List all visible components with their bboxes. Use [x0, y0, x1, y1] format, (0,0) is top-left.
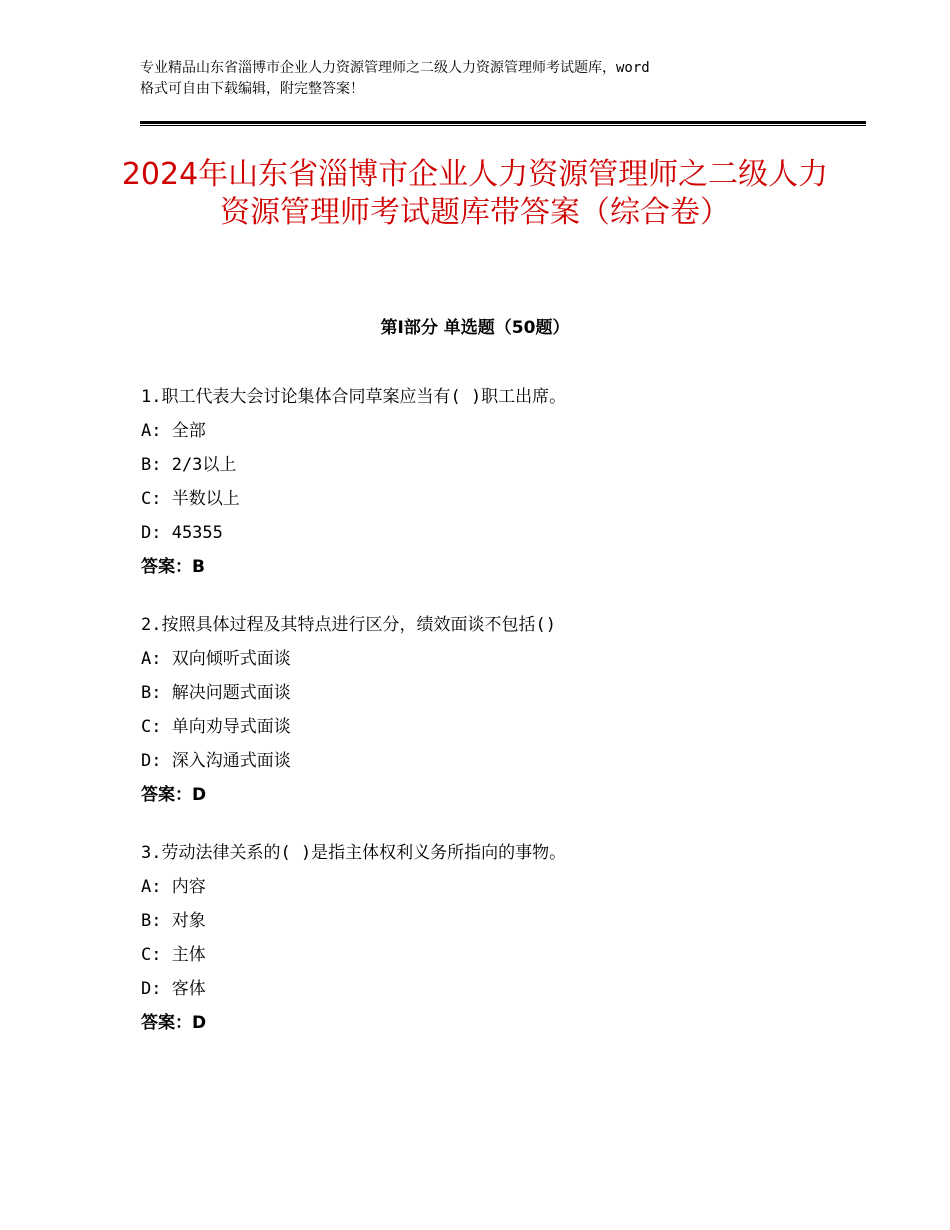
option-a: A: 双向倾听式面谈 — [141, 649, 291, 669]
header-note-line-1: 专业精品山东省淄博市企业人力资源管理师之二级人力资源管理师考试题库，word — [140, 60, 650, 76]
header-note-line-2: 格式可自由下载编辑，附完整答案！ — [140, 81, 364, 97]
option-b: B: 对象 — [141, 911, 206, 931]
option-d: D: 45355 — [141, 523, 223, 543]
answer-label: 答案：D — [141, 785, 207, 805]
option-b: B: 2/3以上 — [141, 455, 237, 475]
option-b: B: 解决问题式面谈 — [141, 683, 291, 703]
question-stem: 2.按照具体过程及其特点进行区分，绩效面谈不包括() — [141, 615, 556, 635]
header-divider — [140, 121, 866, 126]
question-stem: 1.职工代表大会讨论集体合同草案应当有( )职工出席。 — [141, 387, 567, 407]
section-title: 第Ⅰ部分 单选题（50题） — [380, 318, 570, 338]
answer-label: 答案：B — [141, 557, 205, 577]
question-list — [141, 380, 861, 1064]
question-1 — [141, 380, 861, 584]
answer-label: 答案：D — [141, 1013, 207, 1033]
option-c: C: 单向劝导式面谈 — [141, 717, 291, 737]
question-3 — [141, 836, 861, 1040]
option-c: C: 主体 — [141, 945, 206, 965]
header-note — [140, 58, 840, 100]
question-stem: 3.劳动法律关系的( )是指主体权利义务所指向的事物。 — [141, 843, 567, 863]
option-a: A: 内容 — [141, 877, 206, 897]
option-c: C: 半数以上 — [141, 489, 240, 509]
option-a: A: 全部 — [141, 421, 206, 441]
document-title: 2024年山东省淄博市企业人力资源管理师之二级人力资源管理师考试题库带答案（综合卷） — [121, 157, 829, 230]
option-d: D: 客体 — [141, 979, 206, 999]
question-2 — [141, 608, 861, 812]
option-d: D: 深入沟通式面谈 — [141, 751, 291, 771]
